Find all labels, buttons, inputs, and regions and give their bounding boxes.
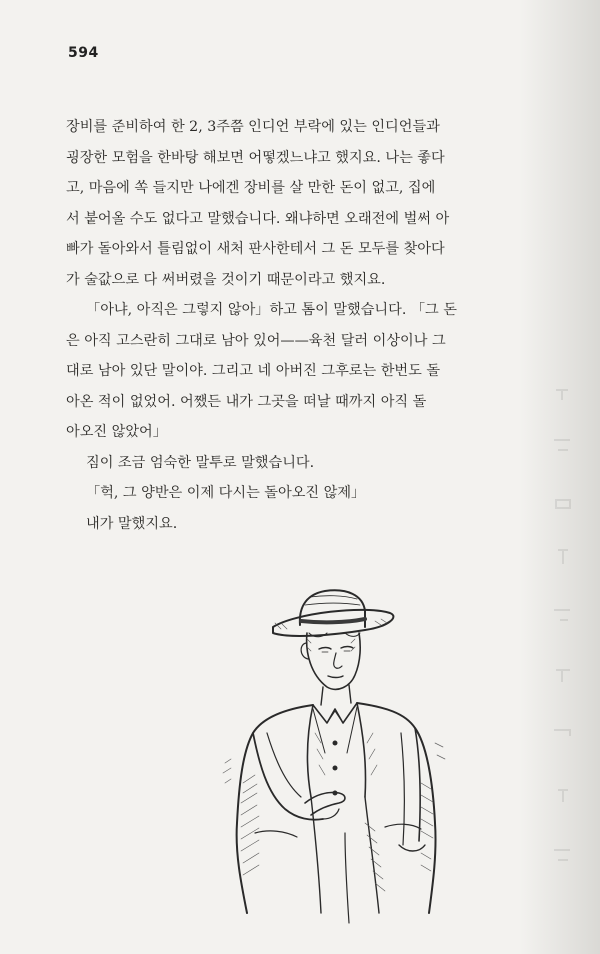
text-line: 장비를 준비하여 한 2, 3주쯤 인디언 부락에 있는 인디언들과 (66, 119, 440, 135)
bleed-through-marks (548, 380, 578, 900)
text-line: 내가 말했지요. (86, 515, 178, 532)
text-line: 아온 적이 없었어. 어쨌든 내가 그곳을 떠날 때까지 아직 돌 (66, 393, 427, 410)
text-line: 대로 남아 있단 말이야. 그리고 네 아버진 그후로는 한번도 돌 (66, 363, 441, 379)
text-line: 빠가 돌아와서 틀림없이 새처 판사한테서 그 돈 모두를 찾아다 (66, 241, 445, 257)
text-line: 은 아직 고스란히 그대로 남아 있어——육천 달러 이상이나 그 (66, 332, 446, 349)
body-text (66, 112, 571, 539)
text-line: 「아냐, 아직은 그렇지 않아」하고 톰이 말했습니다. 「그 돈 (86, 302, 457, 318)
text-line: 굉장한 모험을 한바탕 해보면 어떻겠느냐고 했지요. 나는 좋다 (66, 149, 445, 166)
text-line: 고, 마음에 쏙 들지만 나에겐 장비를 살 만한 돈이 없고, 집에 (66, 180, 436, 196)
boy-in-hat-illustration (215, 583, 515, 938)
text-line: 가 술값으로 다 써버렸을 것이기 때문이라고 했지요. (66, 271, 386, 288)
text-line: 아오진 않았어」 (66, 424, 167, 440)
text-line: 서 붙어올 수도 없다고 말했습니다. 왜냐하면 오래전에 벌써 아 (66, 210, 450, 227)
text-line: 「헉, 그 양반은 이제 다시는 돌아오진 않제」 (86, 485, 366, 501)
page-number: 594 (68, 45, 99, 61)
text-line: 짐이 조금 엄숙한 말투로 말했습니다. (86, 454, 315, 471)
